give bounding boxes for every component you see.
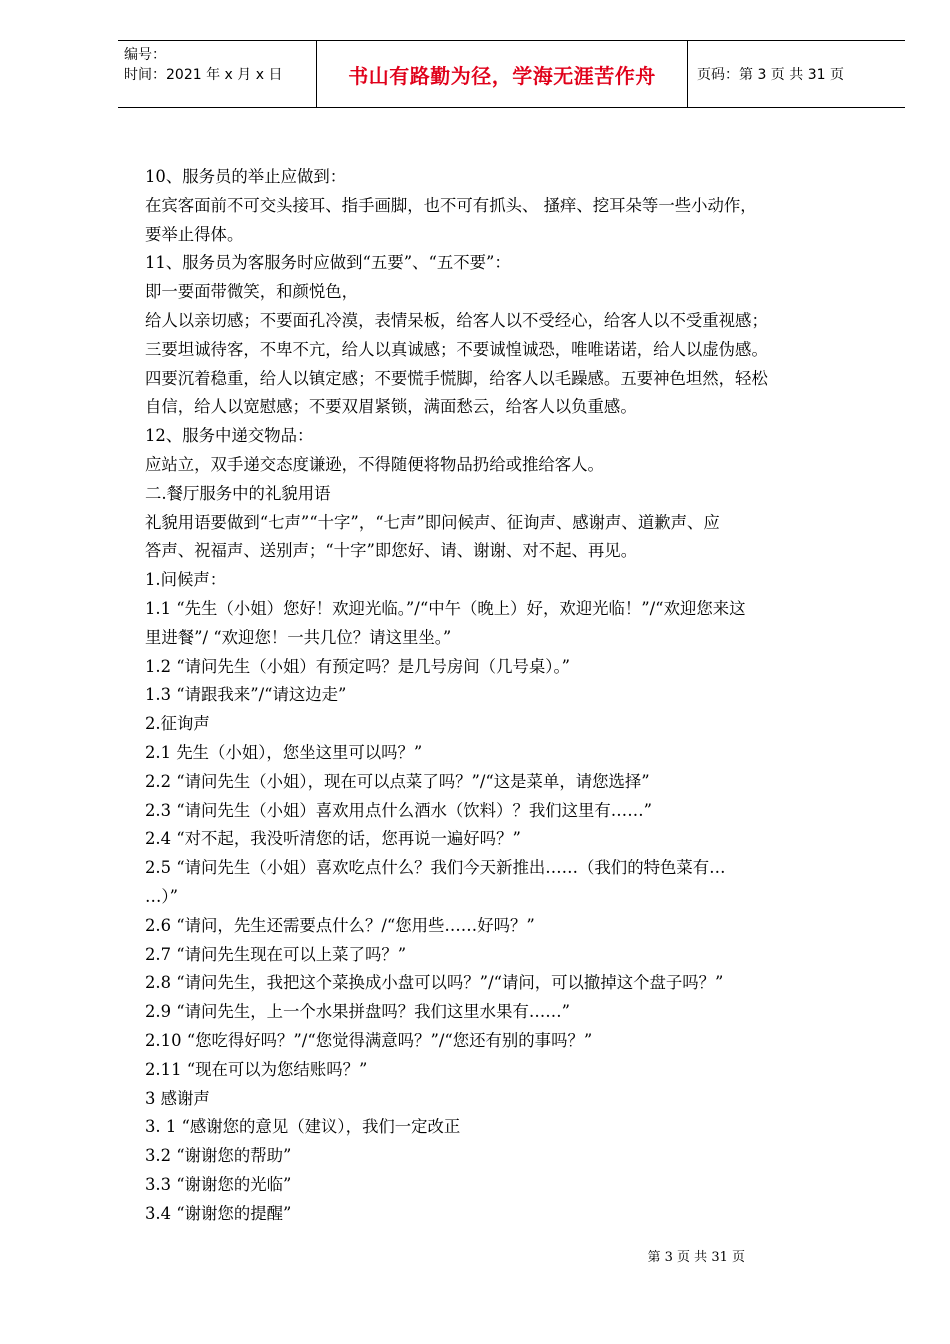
- body-line: 3. 1 “感谢您的意见（建议），我们一定改正: [145, 1117, 461, 1137]
- body-line: 2.征询声: [145, 714, 210, 734]
- time-label: 时间：2021 年 x 月 x 日: [124, 67, 283, 83]
- header-left-cell: [118, 41, 316, 107]
- body-line: 里进餐”/ “欢迎您！一共几位？请这里坐。”: [145, 627, 452, 647]
- body-line: 3.2 “谢谢您的帮助”: [145, 1146, 292, 1166]
- body-line: 应站立，双手递交态度谦逊，不得随便将物品扔给或推给客人。: [145, 454, 604, 474]
- body-line: 1.2 “请问先生（小姐）有预定吗？是几号房间（几号桌）。”: [145, 656, 571, 676]
- body-line: 给人以亲切感；不要面孔冷漠，表情呆板，给客人以不受经心，给客人以不受重视感；: [145, 310, 768, 330]
- body-line: 2.9 “请问先生，上一个水果拼盘吗？我们这里水果有……”: [145, 1002, 571, 1022]
- body-line: 2.7 “请问先生现在可以上菜了吗？”: [145, 944, 407, 964]
- body-line: 2.10 “您吃得好吗？”/“您觉得满意吗？”/“您还有别的事吗？”: [145, 1030, 593, 1050]
- header-page-info: 页码：第 3 页 共 31 页: [697, 67, 844, 83]
- body-line: 即一要面带微笑，和颜悦色，: [145, 282, 359, 302]
- body-line: 12、服务中递交物品：: [145, 426, 314, 446]
- body-line: 二.餐厅服务中的礼貌用语: [145, 483, 331, 503]
- body-line: 礼貌用语要做到“七声”“十字”，“七声”即问候声、征询声、感谢声、道歉声、应: [145, 512, 720, 532]
- body-line: 1.1 “先生（小姐）您好！欢迎光临。”/“中午（晚上）好，欢迎光临！”/“欢迎您来这: [145, 598, 746, 618]
- body-line: 3 感谢声: [145, 1088, 210, 1108]
- body-line: 2.4 “对不起，我没听清您的话，您再说一遍好吗？”: [145, 829, 521, 849]
- body-line: 1.问候声：: [145, 570, 227, 590]
- body-line: 2.6 “请问，先生还需要点什么？/“您用些……好吗？”: [145, 915, 535, 935]
- body-line: 答声、祝福声、送别声；“十字”即您好、请、谢谢、对不起、再见。: [145, 541, 638, 561]
- body-line: 自信，给人以宽慰感；不要双眉紧锁，满面愁云，给客人以负重感。: [145, 397, 637, 417]
- body-line: 2.3 “请问先生（小姐）喜欢用点什么酒水（饮料）？我们这里有……”: [145, 800, 652, 820]
- body-line: 三要坦诚待客，不卑不亢，给人以真诚感；不要诚惶诚恐，唯唯诺诺，给人以虚伪感。: [145, 339, 768, 359]
- body-line: 11、服务员为客服务时应做到“五要”、“五不要”：: [145, 253, 511, 273]
- body-line: 2.2 “请问先生（小姐），现在可以点菜了吗？”/“这是菜单，请您选择”: [145, 771, 650, 791]
- body-line: 2.5 “请问先生（小姐）喜欢吃点什么？我们今天新推出……（我们的特色菜有…: [145, 858, 726, 878]
- page-header: [118, 40, 905, 108]
- body-line: 3.4 “谢谢您的提醒”: [145, 1203, 292, 1223]
- serial-label: 编号：: [124, 47, 166, 63]
- body-line: 要举止得体。: [145, 224, 244, 244]
- body-line: …）”: [145, 886, 178, 906]
- page-footer: 第 3 页 共 31 页: [647, 1250, 745, 1265]
- body-line: 2.11 “现在可以为您结账吗？”: [145, 1059, 368, 1079]
- document-body: [145, 163, 885, 1228]
- body-line: 2.1 先生（小姐），您坐这里可以吗？”: [145, 742, 423, 762]
- body-line: 3.3 “谢谢您的光临”: [145, 1174, 292, 1194]
- body-line: 四要沉着稳重，给人以镇定感；不要慌手慌脚，给客人以毛躁感。五要神色坦然，轻松: [145, 368, 768, 388]
- body-line: 10、服务员的举止应做到：: [145, 167, 347, 186]
- body-line: 在宾客面前不可交头接耳、指手画脚，也不可有抓头、 搔痒、挖耳朵等一些小动作，: [145, 195, 757, 215]
- body-line: 1.3 “请跟我来”/“请这边走”: [145, 685, 347, 705]
- header-motto: 书山有路勤为径，学海无涯苦作舟: [316, 41, 688, 107]
- body-line: 2.8 “请问先生，我把这个菜换成小盘可以吗？”/“请问，可以撤掉这个盘子吗？”: [145, 973, 724, 993]
